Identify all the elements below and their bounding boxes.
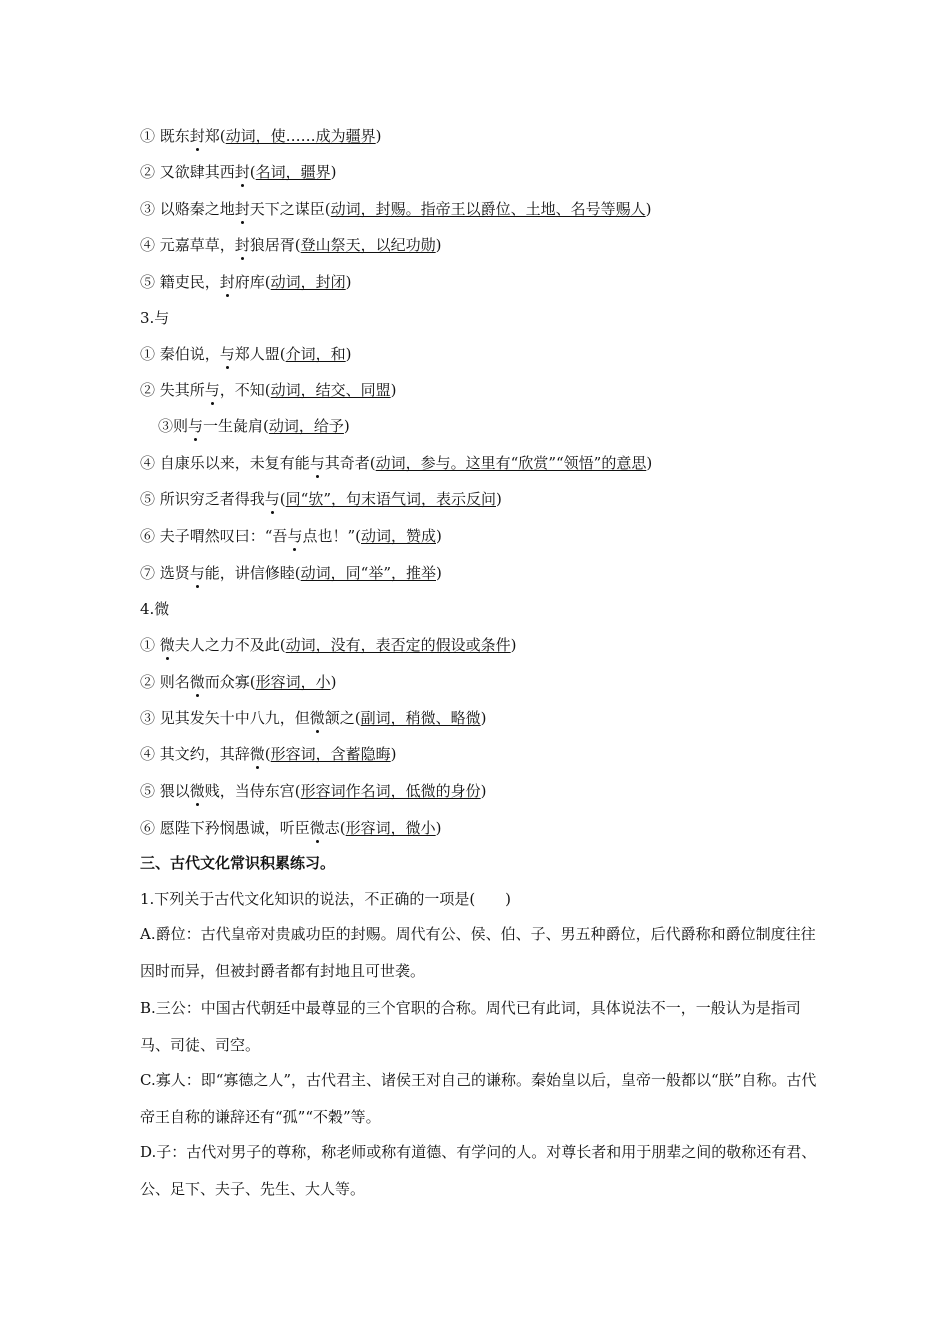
example-text: ⑦ 选贤 xyxy=(140,564,190,582)
example-line xyxy=(140,235,820,255)
annotation: 动词，封赐。指帝王以爵位、土地、名号等赐人 xyxy=(330,200,646,218)
key-character: 与 xyxy=(204,381,220,399)
example-text: ① 秦伯说， xyxy=(140,345,220,363)
example-line xyxy=(140,380,820,400)
example-line xyxy=(140,708,820,728)
example-line xyxy=(140,453,820,473)
annotation: 动词，赞成 xyxy=(360,527,436,545)
example-text: 府库( xyxy=(234,273,271,291)
annotation: 登山祭天，以纪功勋 xyxy=(300,236,436,254)
example-line xyxy=(140,162,820,182)
key-character: 与 xyxy=(189,564,205,582)
option-c: C.寡人：即“寡德之人”，古代君主、诸侯王对自己的谦称。秦始皇以后，皇帝一般都以“朕”自称。古代帝王自称的谦辞还有“孤”“不穀”等。 xyxy=(140,1071,817,1126)
closing-paren: ) xyxy=(436,527,442,545)
option-a: A.爵位：古代皇帝对贵戚功臣的封赐。周代有公、侯、伯、子、男五种爵位，后代爵称和爵位制度往往因时而异，但被封爵者都有封地且可世袭。 xyxy=(140,925,816,980)
annotation: 动词，同“举”，推举 xyxy=(300,564,436,582)
example-text: 贱，当侍东宫( xyxy=(204,782,301,800)
example-text: ② 失其所 xyxy=(140,381,205,399)
example-text: 能，讲信修睦( xyxy=(204,564,301,582)
example-text: 而众寡( xyxy=(204,673,256,691)
word-heading: 4.微 xyxy=(140,600,170,618)
example-text: 一生彘肩( xyxy=(203,417,269,435)
annotation: 形容词，小 xyxy=(255,673,331,691)
example-text: 郑( xyxy=(204,127,226,145)
example-text: ⑥ 愿陛下矜悯愚诚，听臣 xyxy=(140,819,310,837)
example-text: 志( xyxy=(324,819,346,837)
closing-paren: ) xyxy=(345,345,352,363)
closing-paren: ) xyxy=(345,273,352,291)
example-text: ⑤ 籍吏民， xyxy=(140,273,220,291)
key-character: 微 xyxy=(159,636,175,654)
annotation: 形容词作名词，低微的身份 xyxy=(300,782,481,800)
annotation: 名词，疆界 xyxy=(255,163,331,181)
annotation: 动词，结交、同盟 xyxy=(270,381,391,399)
section-heading: 三、古代文化常识积累练习。 xyxy=(140,854,336,872)
example-text: 天下之谋臣( xyxy=(249,200,331,218)
closing-paren: ) xyxy=(343,417,350,435)
example-text: ( xyxy=(249,163,256,181)
key-character: 与 xyxy=(219,345,235,363)
closing-paren: ) xyxy=(390,745,397,763)
example-line xyxy=(140,526,820,546)
closing-paren: ) xyxy=(330,673,337,691)
example-text: ③ 见其发矢十中八九，但 xyxy=(140,709,310,727)
annotation: 动词，给予 xyxy=(268,417,344,435)
key-character: 与 xyxy=(188,417,204,435)
example-text: ① xyxy=(140,636,160,654)
annotation: 副词，稍微、略微 xyxy=(360,709,481,727)
annotation: 动词，封闭 xyxy=(270,273,346,291)
example-text: ，不知( xyxy=(219,381,271,399)
example-text: ② 则名 xyxy=(140,673,190,691)
example-line xyxy=(140,635,820,655)
key-character: 封 xyxy=(219,273,235,291)
example-text: ① 既东 xyxy=(140,127,190,145)
key-character: 与 xyxy=(264,490,280,508)
example-line xyxy=(158,416,838,436)
example-text: 点也！”( xyxy=(302,527,361,545)
key-character: 封 xyxy=(189,127,205,145)
example-text: ④ 其文约，其辞 xyxy=(140,745,250,763)
option-b: B.三公：中国古代朝廷中最尊显的三个官职的合称。周代已有此词，具体说法不一，一般认为是指司马、司徒、司空。 xyxy=(140,999,801,1054)
example-text: ⑤ 猥以 xyxy=(140,782,190,800)
annotation: 动词，使……成为疆界 xyxy=(225,127,376,145)
closing-paren: ) xyxy=(645,200,652,218)
example-text: ⑤ 所识穷乏者得我 xyxy=(140,490,265,508)
closing-paren: ) xyxy=(510,636,517,654)
closing-paren: ) xyxy=(436,564,442,582)
key-character: 与 xyxy=(309,454,325,472)
example-text: ④ 自康乐以来，未复有能 xyxy=(140,454,310,472)
closing-paren: ) xyxy=(646,454,653,472)
example-text: 颔之( xyxy=(324,709,361,727)
closing-paren: ) xyxy=(496,490,502,508)
example-text: ④ 元嘉草草， xyxy=(140,236,235,254)
example-text: 其奇者( xyxy=(324,454,376,472)
closing-paren: ) xyxy=(435,819,442,837)
example-line xyxy=(140,126,820,146)
example-text: ③则 xyxy=(158,417,189,435)
closing-paren: ) xyxy=(480,709,487,727)
example-text: ( xyxy=(279,490,286,508)
example-text: 夫人之力不及此( xyxy=(174,636,286,654)
example-text: ③ 以赂秦之地 xyxy=(140,200,235,218)
example-line xyxy=(140,199,820,219)
key-character: 与 xyxy=(287,527,303,545)
example-line xyxy=(140,489,820,509)
example-line xyxy=(140,272,820,292)
example-text: ( xyxy=(264,745,271,763)
annotation: 形容词，含蓄隐晦 xyxy=(270,745,391,763)
closing-paren: ) xyxy=(435,236,442,254)
annotation: 同“欤”，句末语气词，表示反问 xyxy=(285,490,496,508)
annotation: 介词，和 xyxy=(285,345,346,363)
example-line xyxy=(140,344,820,364)
example-line xyxy=(140,818,820,838)
closing-paren: ) xyxy=(480,782,487,800)
option-d: D.子：古代对男子的尊称，称老师或称有道德、有学问的人。对尊长者和用于朋辈之间的敬称还有君、公、足下、夫子、先生、大人等。 xyxy=(140,1143,817,1198)
example-line xyxy=(140,672,820,692)
closing-paren: ) xyxy=(330,163,337,181)
question-stem: 1.下列关于古代文化知识的说法，不正确的一项是( ) xyxy=(140,890,512,908)
example-line xyxy=(140,744,820,764)
annotation: 动词，没有，表否定的假设或条件 xyxy=(285,636,511,654)
example-text: 郑人盟( xyxy=(234,345,286,363)
key-character: 微 xyxy=(249,745,265,763)
key-character: 封 xyxy=(234,163,250,181)
key-character: 微 xyxy=(309,709,325,727)
key-character: 微 xyxy=(189,673,205,691)
key-character: 微 xyxy=(189,782,205,800)
example-text: ⑥ 夫子喟然叹曰：“吾 xyxy=(140,527,288,545)
key-character: 封 xyxy=(234,200,250,218)
annotation: 形容词，微小 xyxy=(345,819,436,837)
example-text: ② 又欲肆其西 xyxy=(140,163,235,181)
closing-paren: ) xyxy=(390,381,397,399)
closing-paren: ) xyxy=(375,127,382,145)
example-text: 狼居胥( xyxy=(249,236,301,254)
example-line xyxy=(140,781,820,801)
annotation: 动词，参与。这里有“欣赏”“领悟”的意思 xyxy=(375,454,647,472)
example-line xyxy=(140,563,820,583)
key-character: 微 xyxy=(309,819,325,837)
word-heading: 3.与 xyxy=(140,309,170,327)
key-character: 封 xyxy=(234,236,250,254)
